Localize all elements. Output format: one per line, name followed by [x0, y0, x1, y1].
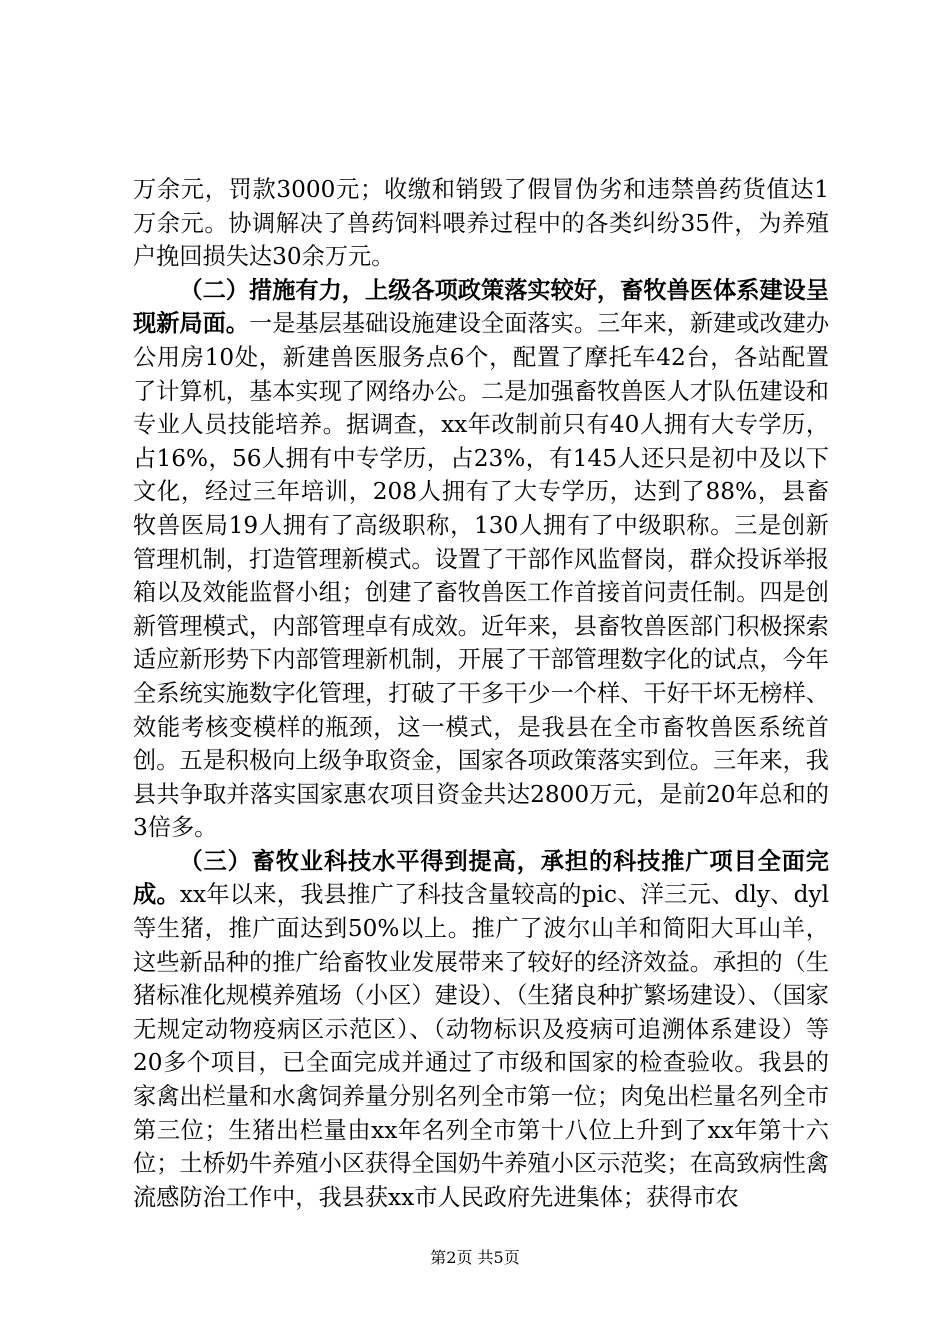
- paragraph-text: xx年以来，我县推广了科技含量较高的pic、洋三元、dly、dyl等生猪，推广面达到50%以上。推广了波尔山羊和简阳大耳山羊，这些新品种的推广给畜牧业发展带来了较好的经济效益。承担的（生猪标准化规模养殖场（小区）建设）、（生猪良种扩繁场建设）、（国家无规定动物疫病区示范区）、（动物标识及疫病可追溯体系建设）等20多个项目，已全面完成并通过了市级和国家的检查验收。我县的家禽出栏量和水禽饲养量分别名列全市第一位；肉兔出栏量名列全市第三位；生猪出栏量由xx年名列全市第十八位上升到了xx年第十六位；土桥奶牛养殖小区获得全国奶牛养殖小区示范奖；在高致病性禽流感防治工作中，我县获xx市人民政府先进集体；获得市农: [133, 881, 829, 1211]
- paragraph-text: 万余元，罚款3000元；收缴和销毁了假冒伪劣和违禁兽药货值达1万余元。协调解决了兽药饲料喂养过程中的各类纠纷35件，为养殖户挽回损失达30余万元。: [133, 176, 829, 271]
- paragraph-section-2: [133, 274, 829, 845]
- section-heading: （二）措施有力，上级各项政策落实较好，畜牧兽医体系建设呈现新局面。: [133, 276, 829, 338]
- document-body: [133, 173, 829, 1214]
- paragraph-text: 一是基层基础设施建设全面落实。三年来，新建或改建办公用房10处，新建兽医服务点6个，配置了摩托车42台，各站配置了计算机，基本实现了网络办公。二是加强畜牧兽医人才队伍建设和专业人员技能培养。据调查，xx年改制前只有40人拥有大专学历，占16%，56人拥有中专学历，占23%，有145人还只是初中及以下文化，经过三年培训，208人拥有了大专学历，达到了88%，县畜牧兽医局19人拥有了高级职称，130人拥有了中级职称。三是创新管理机制，打造管理新模式。设置了干部作风监督岗，群众投诉举报箱以及效能监督小组；创建了畜牧兽医工作首接首问责任制。四是创新管理模式，内部管理卓有成效。近年来，县畜牧兽医部门积极探索适应新形势下内部管理新机制，开展了干部管理数字化的试点，今年全系统实施数字化管理，打破了干多干少一个样、干好干坏无榜样、效能考核变模样的瓶颈，这一模式，是我县在全市畜牧兽医系统首创。五是积极向上级争取资金，国家各项政策落实到位。三年来，我县共争取并落实国家惠农项目资金共达2800万元，是前20年总和的3倍多。: [133, 310, 830, 842]
- page-number: 第2页 共5页: [430, 1248, 520, 1267]
- page-footer: [0, 1248, 950, 1268]
- paragraph-section-3: [133, 845, 829, 1215]
- paragraph-continuation: [133, 173, 829, 274]
- section-heading: （三）畜牧业科技水平得到提高，承担的科技推广项目全面完成。: [133, 847, 829, 909]
